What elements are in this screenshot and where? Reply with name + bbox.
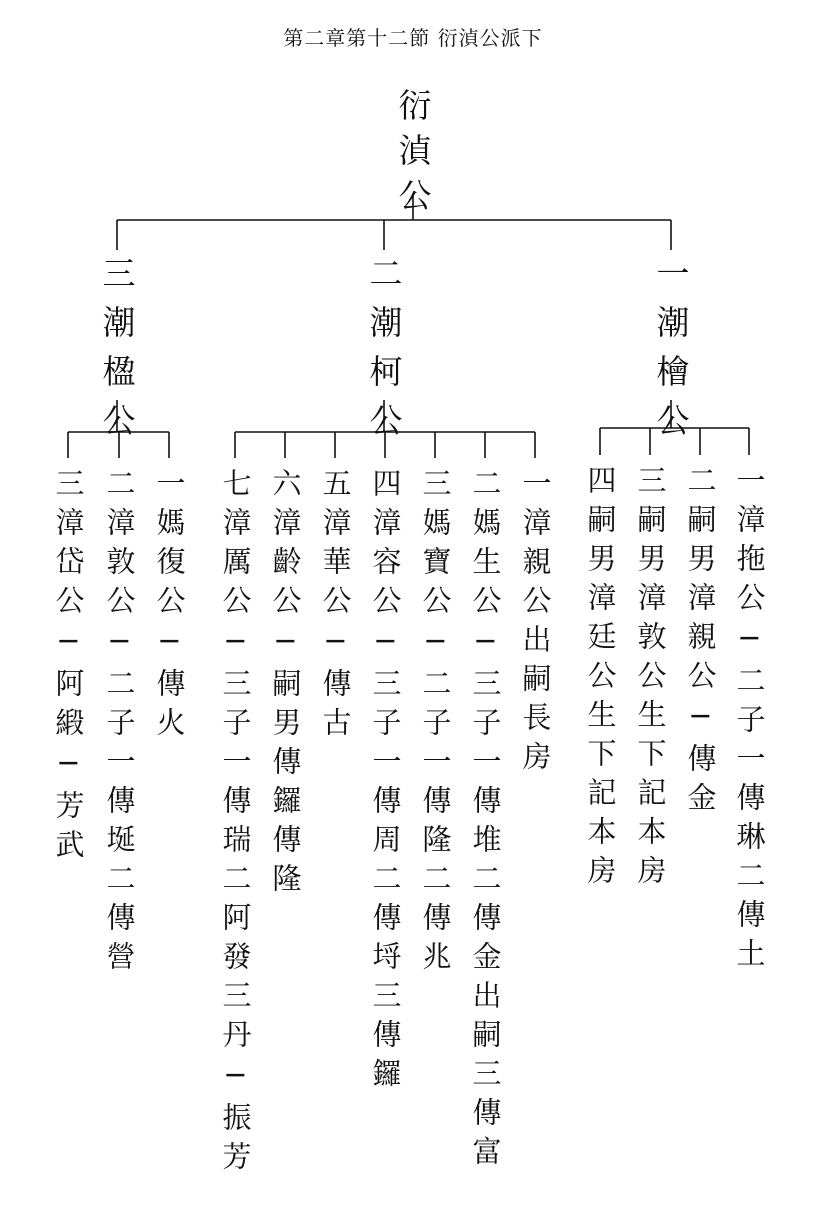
branch-2-child-2: 二媽生公─三子一傳堆二傳金出嗣三傳富	[468, 468, 503, 1175]
branch-2-child-4: 四漳容公─三子一傳周二傳埒三傳鑼	[368, 468, 403, 1097]
branch-3-child-3: 三漳岱公─阿緞─芳武	[51, 468, 86, 868]
branch-3-node: 三潮楹公	[97, 256, 137, 452]
branch-1-child-1: 一漳拖公─二子一傳琳二傳土	[732, 465, 767, 977]
branch-2-child-1: 一漳親公出嗣長房	[518, 468, 553, 780]
page-title: 第二章第十二節 衍湞公派下	[283, 26, 543, 50]
branch-2-child-6: 六漳齡公─嗣男傳鑼傳隆	[268, 468, 303, 902]
branch-3-child-1: 一媽復公─傳火	[152, 468, 187, 746]
branch-1-node: 一潮檜公	[651, 256, 691, 452]
branch-1-child-4: 四嗣男漳廷公生下記本房	[583, 465, 618, 894]
branch-2-child-3: 三媽寶公─二子一傳隆二傳兆	[418, 468, 453, 980]
branch-2-child-7: 七漳厲公─三子一傳瑞二阿發三丹─振芳	[218, 468, 253, 1180]
root-node: 衍湞公	[393, 88, 433, 223]
branch-3-child-2: 二漳敦公─二子一傳埏二傳營	[102, 468, 137, 980]
branch-1-child-3: 三嗣男漳敦公生下記本房	[633, 465, 668, 894]
branch-2-node: 二潮柯公	[364, 256, 404, 452]
branch-1-child-2: 二嗣男漳親公─傳金	[683, 465, 718, 821]
branch-2-child-5: 五漳華公─傳古	[318, 468, 353, 746]
